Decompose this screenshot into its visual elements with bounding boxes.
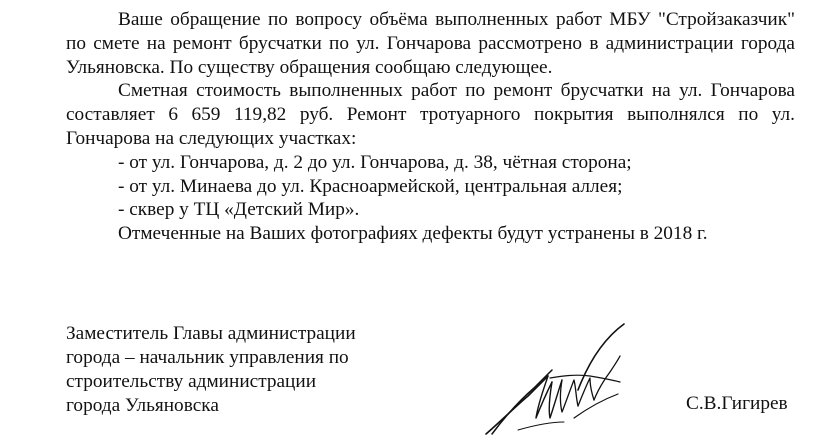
paragraph-inquiry-response: Ваше обращение по вопросу объёма выполненных работ МБУ "Стройзаказчик" по смете на ремонт брусчатки по ул. Гончарова рассмотрено в администрации города Ульяновска. По существу обращения сообщаю следующее.	[66, 9, 795, 78]
letter-body	[66, 8, 795, 246]
paragraph-defects-closing: Отмеченные на Ваших фотографиях дефекты будут устранены в 2018 г.	[118, 223, 708, 245]
handwritten-signature	[478, 318, 638, 436]
signer-name: С.В.Гигирев	[686, 393, 788, 414]
location-item: - от ул. Минаева до ул. Красноармейской, центральная аллея;	[118, 175, 623, 197]
signer-position	[66, 322, 426, 418]
signer-position-line: строительству администрации	[66, 371, 317, 392]
location-item: - от ул. Гончарова, д. 2 до ул. Гончарова, д. 38, чётная сторона;	[118, 151, 632, 173]
signer-position-line: города Ульяновска	[66, 395, 219, 416]
paragraph-cost-details: Сметная стоимость выполненных работ по ремонт брусчатки на ул. Гончарова составляет 6 659 119,82 руб. Ремонт тротуарного покрытия выполнялся по ул. Гончарова на следующих участках:	[66, 80, 795, 149]
signer-position-line: Заместитель Главы администрации	[66, 323, 356, 344]
signer-position-line: города – начальник управления по	[66, 347, 349, 368]
location-item: - сквер у ТЦ «Детский Мир».	[118, 199, 360, 221]
